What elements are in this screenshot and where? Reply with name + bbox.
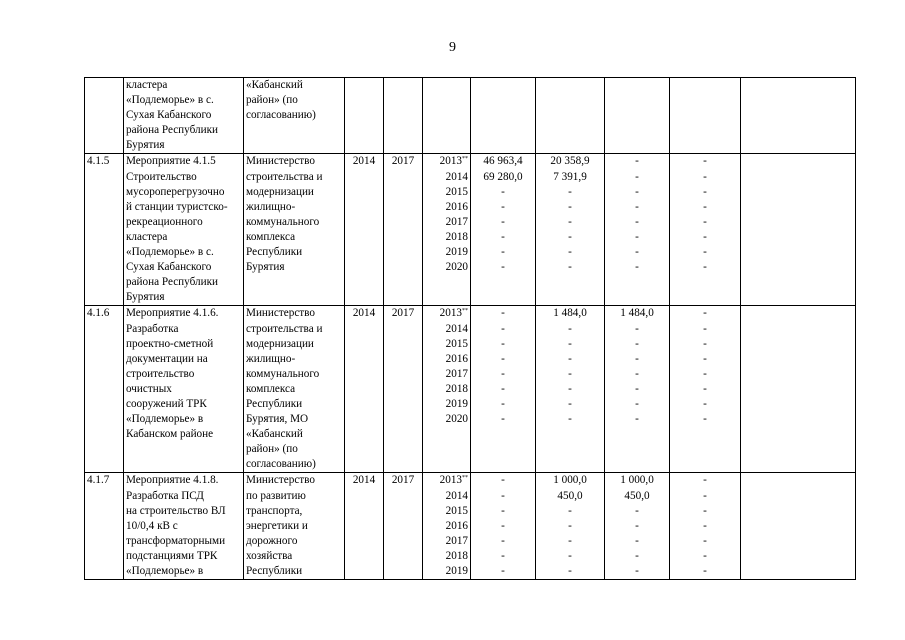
year-value: 2013 bbox=[439, 474, 462, 487]
cell-line: - bbox=[501, 382, 505, 395]
year-value: 2014 bbox=[445, 489, 468, 502]
cell-line: 46 963,4 bbox=[483, 155, 523, 168]
cell-line: - bbox=[568, 337, 572, 350]
cell-line: - bbox=[635, 215, 639, 228]
year-line bbox=[425, 322, 468, 337]
cell-line: - bbox=[703, 246, 707, 259]
year-line bbox=[425, 397, 468, 412]
funding-column-4 bbox=[670, 306, 741, 473]
cell-line: жилищно- bbox=[246, 200, 296, 213]
year-value: 2020 bbox=[445, 261, 468, 274]
cell-line: - bbox=[568, 397, 572, 410]
year-line bbox=[425, 549, 468, 564]
year-value: 2017 bbox=[445, 534, 468, 547]
cell-line: - bbox=[568, 322, 572, 335]
cell-line: - bbox=[501, 413, 505, 426]
cell-line: - bbox=[501, 261, 505, 274]
cell-line: - bbox=[703, 307, 707, 320]
cell-line: - bbox=[703, 367, 707, 380]
cell-line: - bbox=[703, 322, 707, 335]
cell-line: - bbox=[703, 261, 707, 274]
cell-line: - bbox=[703, 519, 707, 532]
year-value: 2020 bbox=[445, 413, 468, 426]
cell-line: - bbox=[635, 549, 639, 562]
funding-column-4 bbox=[670, 154, 741, 306]
cell-line: очистных bbox=[126, 382, 172, 395]
cell-line: на строительство ВЛ bbox=[126, 504, 226, 517]
cell-line: Сухая Кабанского bbox=[126, 109, 212, 122]
cell-line: строительства и bbox=[246, 322, 323, 335]
year-value: 2014 bbox=[445, 170, 468, 183]
financing-years bbox=[423, 473, 471, 580]
cell-line: - bbox=[501, 322, 505, 335]
cell-line: - bbox=[703, 489, 707, 502]
cell-line: документации на bbox=[126, 352, 208, 365]
cell-line: рекреационного bbox=[126, 215, 203, 228]
cell-line: строительство bbox=[126, 367, 195, 380]
cell-line: кластера bbox=[126, 230, 168, 243]
year-line bbox=[425, 245, 468, 260]
cell-line: - bbox=[501, 565, 505, 577]
cell-line: 450,0 bbox=[557, 489, 583, 502]
cell-line: «Подлеморье» в с. bbox=[126, 94, 214, 107]
cell-line: - bbox=[568, 185, 572, 198]
cell-line: - bbox=[501, 230, 505, 243]
cell-line: комплекса bbox=[246, 230, 296, 243]
year-value: 2019 bbox=[445, 565, 468, 577]
activity-executor bbox=[244, 78, 345, 154]
year-line bbox=[425, 412, 468, 427]
cell-line: - bbox=[568, 565, 572, 577]
cell-line: - bbox=[703, 504, 707, 517]
year-value: 2013 bbox=[439, 307, 462, 320]
financing-years bbox=[423, 154, 471, 306]
cell-line: 7 391,9 bbox=[553, 170, 587, 183]
activity-number: 4.1.7 bbox=[85, 473, 124, 580]
financing-years bbox=[423, 78, 471, 154]
year-line bbox=[425, 170, 468, 185]
cell-line: - bbox=[501, 185, 505, 198]
end-year bbox=[384, 78, 423, 154]
cell-line: дорожного bbox=[246, 534, 298, 547]
cell-line: «Подлеморье» в bbox=[126, 565, 204, 577]
cell-line: Министерство bbox=[246, 474, 315, 487]
cell-line: - bbox=[703, 534, 707, 547]
year-value: 2018 bbox=[445, 549, 468, 562]
cell-line: - bbox=[501, 215, 505, 228]
year-line bbox=[425, 337, 468, 352]
cell-line: - bbox=[703, 474, 707, 487]
cell-line: «Подлеморье» в с. bbox=[126, 246, 214, 259]
funding-column-3 bbox=[605, 306, 670, 473]
cell-line: - bbox=[501, 519, 505, 532]
page-number: 9 bbox=[449, 40, 456, 55]
cell-line: - bbox=[501, 504, 505, 517]
activity-name bbox=[124, 473, 244, 580]
year-value: 2019 bbox=[445, 246, 468, 259]
cell-line: кластера bbox=[126, 79, 168, 91]
cell-line: 1 484,0 bbox=[553, 307, 587, 320]
year-line bbox=[425, 564, 468, 579]
cell-line: Мероприятие 4.1.6. bbox=[126, 307, 219, 320]
cell-line: Сухая Кабанского bbox=[126, 261, 212, 274]
funding-column-3 bbox=[605, 473, 670, 580]
year-value: 2016 bbox=[445, 519, 468, 532]
notes-cell bbox=[741, 78, 856, 154]
year-value: 2017 bbox=[445, 367, 468, 380]
activity-number: 4.1.6 bbox=[85, 306, 124, 473]
cell-line: - bbox=[703, 170, 707, 183]
cell-line: транспорта, bbox=[246, 504, 303, 517]
year-line bbox=[425, 352, 468, 367]
table-row bbox=[85, 473, 856, 580]
funding-column-3 bbox=[605, 78, 670, 154]
cell-line: Мероприятие 4.1.8. bbox=[126, 474, 219, 487]
cell-line: - bbox=[635, 246, 639, 259]
table-row bbox=[85, 306, 856, 473]
cell-line: подстанциями ТРК bbox=[126, 549, 218, 562]
cell-line: - bbox=[501, 200, 505, 213]
cell-line: - bbox=[568, 382, 572, 395]
cell-line: - bbox=[635, 565, 639, 577]
cell-line: Кабанском районе bbox=[126, 428, 214, 441]
cell-line: - bbox=[635, 352, 639, 365]
financing-years bbox=[423, 306, 471, 473]
cell-line: строительства и bbox=[246, 170, 323, 183]
year-line bbox=[425, 473, 468, 488]
funding-column-1 bbox=[471, 154, 536, 306]
cell-line: сооружений ТРК bbox=[126, 397, 207, 410]
cell-line: хозяйства bbox=[246, 549, 293, 562]
cell-line: - bbox=[501, 246, 505, 259]
cell-line: - bbox=[568, 352, 572, 365]
cell-line: - bbox=[568, 230, 572, 243]
cell-line: - bbox=[635, 413, 639, 426]
funding-column-2 bbox=[536, 78, 605, 154]
funding-column-1 bbox=[471, 473, 536, 580]
cell-line: - bbox=[635, 504, 639, 517]
cell-line: жилищно- bbox=[246, 352, 296, 365]
funding-column-2 bbox=[536, 154, 605, 306]
end-year: 2017 bbox=[384, 154, 423, 306]
cell-line: - bbox=[703, 565, 707, 577]
year-value: 2015 bbox=[445, 504, 468, 517]
cell-line: Бурятия, МО bbox=[246, 413, 309, 426]
year-footnote-mark: ** bbox=[462, 308, 468, 315]
cell-line: район» (по bbox=[246, 94, 298, 107]
cell-line: 1 000,0 bbox=[553, 474, 587, 487]
cell-line: Республики bbox=[246, 565, 303, 577]
cell-line: Бурятия bbox=[126, 291, 165, 304]
cell-line: - bbox=[703, 352, 707, 365]
cell-line: проектно-сметной bbox=[126, 337, 214, 350]
funding-column-2 bbox=[536, 306, 605, 473]
year-line bbox=[425, 534, 468, 549]
cell-line: - bbox=[568, 534, 572, 547]
year-footnote-mark: ** bbox=[462, 156, 468, 163]
cell-line: энергетики и bbox=[246, 519, 308, 532]
year-value: 2016 bbox=[445, 200, 468, 213]
cell-line: Республики bbox=[246, 246, 303, 259]
year-line bbox=[425, 504, 468, 519]
cell-line: - bbox=[568, 367, 572, 380]
cell-line: - bbox=[703, 200, 707, 213]
cell-line: - bbox=[635, 397, 639, 410]
activity-executor bbox=[244, 473, 345, 580]
cell-line: мусороперегрузочно bbox=[126, 185, 225, 198]
cell-line: Мероприятие 4.1.5 bbox=[126, 155, 216, 168]
cell-line: - bbox=[501, 549, 505, 562]
cell-line: - bbox=[568, 246, 572, 259]
cell-line: Министерство bbox=[246, 307, 315, 320]
activity-name bbox=[124, 306, 244, 473]
cell-line: - bbox=[635, 534, 639, 547]
cell-line: согласованию) bbox=[246, 458, 316, 471]
cell-line: Разработка bbox=[126, 322, 179, 335]
cell-line: - bbox=[568, 549, 572, 562]
cell-line: «Кабанский bbox=[246, 79, 303, 91]
activity-name bbox=[124, 154, 244, 306]
cell-line: - bbox=[568, 519, 572, 532]
cell-line: 69 280,0 bbox=[483, 170, 523, 183]
end-year: 2017 bbox=[384, 473, 423, 580]
cell-line: района Республики bbox=[126, 276, 219, 289]
cell-line: - bbox=[703, 382, 707, 395]
end-year: 2017 bbox=[384, 306, 423, 473]
cell-line: - bbox=[635, 337, 639, 350]
cell-line: - bbox=[703, 549, 707, 562]
cell-line: 10/0,4 кВ с bbox=[126, 519, 178, 532]
cell-line: 1 000,0 bbox=[620, 474, 654, 487]
cell-line: модернизации bbox=[246, 337, 314, 350]
cell-line: - bbox=[568, 504, 572, 517]
cell-line: - bbox=[501, 367, 505, 380]
activity-number bbox=[85, 78, 124, 154]
cell-line: - bbox=[568, 200, 572, 213]
year-value: 2018 bbox=[445, 230, 468, 243]
cell-line: Бурятия bbox=[126, 139, 165, 152]
cell-line: комплекса bbox=[246, 382, 296, 395]
year-line bbox=[425, 367, 468, 382]
cell-line: - bbox=[501, 474, 505, 487]
cell-line: - bbox=[635, 155, 639, 168]
cell-line: 450,0 bbox=[624, 489, 650, 502]
cell-line: - bbox=[703, 337, 707, 350]
notes-cell bbox=[741, 154, 856, 306]
year-line bbox=[425, 154, 468, 169]
cell-line: - bbox=[635, 367, 639, 380]
funding-column-1 bbox=[471, 78, 536, 154]
cell-line: - bbox=[703, 413, 707, 426]
funding-column-4 bbox=[670, 473, 741, 580]
cell-line: - bbox=[568, 261, 572, 274]
year-footnote-mark: ** bbox=[462, 475, 468, 482]
cell-line: района Республики bbox=[126, 124, 219, 137]
cell-line: «Подлеморье» в bbox=[126, 413, 204, 426]
cell-line: - bbox=[635, 170, 639, 183]
start-year: 2014 bbox=[345, 473, 384, 580]
year-value: 2014 bbox=[445, 322, 468, 335]
year-line bbox=[425, 230, 468, 245]
year-line bbox=[425, 306, 468, 321]
year-value: 2015 bbox=[445, 337, 468, 350]
year-line bbox=[425, 382, 468, 397]
notes-cell bbox=[741, 473, 856, 580]
cell-line: модернизации bbox=[246, 185, 314, 198]
cell-line: «Кабанский bbox=[246, 428, 303, 441]
cell-line: Республики bbox=[246, 397, 303, 410]
activity-executor bbox=[244, 306, 345, 473]
cell-line: коммунального bbox=[246, 367, 320, 380]
funding-column-3 bbox=[605, 154, 670, 306]
year-line bbox=[425, 489, 468, 504]
cell-line: Разработка ПСД bbox=[126, 489, 204, 502]
cell-line: по развитию bbox=[246, 489, 306, 502]
year-line bbox=[425, 215, 468, 230]
funding-column-4 bbox=[670, 78, 741, 154]
cell-line: - bbox=[501, 352, 505, 365]
cell-line: - bbox=[635, 519, 639, 532]
cell-line: - bbox=[703, 155, 707, 168]
start-year bbox=[345, 78, 384, 154]
cell-line: - bbox=[635, 382, 639, 395]
cell-line: - bbox=[501, 489, 505, 502]
cell-line: - bbox=[568, 413, 572, 426]
year-value: 2016 bbox=[445, 352, 468, 365]
cell-line: - bbox=[703, 230, 707, 243]
year-value: 2017 bbox=[445, 215, 468, 228]
cell-line: - bbox=[501, 337, 505, 350]
funding-column-1 bbox=[471, 306, 536, 473]
table-row bbox=[85, 154, 856, 306]
cell-line: трансформаторными bbox=[126, 534, 226, 547]
activity-number: 4.1.5 bbox=[85, 154, 124, 306]
cell-line: - bbox=[703, 215, 707, 228]
cell-line: - bbox=[703, 397, 707, 410]
notes-cell bbox=[741, 306, 856, 473]
cell-line: - bbox=[501, 397, 505, 410]
cell-line: 20 358,9 bbox=[550, 155, 590, 168]
cell-line: - bbox=[635, 322, 639, 335]
cell-line: - bbox=[635, 230, 639, 243]
cell-line: коммунального bbox=[246, 215, 320, 228]
start-year: 2014 bbox=[345, 306, 384, 473]
start-year: 2014 bbox=[345, 154, 384, 306]
year-value: 2019 bbox=[445, 397, 468, 410]
cell-line: - bbox=[635, 261, 639, 274]
cell-line: - bbox=[501, 534, 505, 547]
year-line bbox=[425, 519, 468, 534]
program-activities-table bbox=[84, 77, 856, 580]
cell-line: Бурятия bbox=[246, 261, 285, 274]
year-line bbox=[425, 260, 468, 275]
table-row bbox=[85, 78, 856, 154]
cell-line: Министерство bbox=[246, 155, 315, 168]
cell-line: - bbox=[635, 185, 639, 198]
year-value: 2018 bbox=[445, 382, 468, 395]
cell-line: Строительство bbox=[126, 170, 197, 183]
cell-line: - bbox=[568, 215, 572, 228]
activity-executor bbox=[244, 154, 345, 306]
cell-line: 1 484,0 bbox=[620, 307, 654, 320]
funding-column-2 bbox=[536, 473, 605, 580]
year-line bbox=[425, 200, 468, 215]
cell-line: - bbox=[501, 307, 505, 320]
year-value: 2013 bbox=[439, 155, 462, 168]
cell-line: согласованию) bbox=[246, 109, 316, 122]
cell-line: - bbox=[703, 185, 707, 198]
cell-line: - bbox=[635, 200, 639, 213]
cell-line: район» (по bbox=[246, 443, 298, 456]
cell-line: й станции туристско- bbox=[126, 200, 228, 213]
year-line bbox=[425, 185, 468, 200]
activity-name bbox=[124, 78, 244, 154]
year-value: 2015 bbox=[445, 185, 468, 198]
